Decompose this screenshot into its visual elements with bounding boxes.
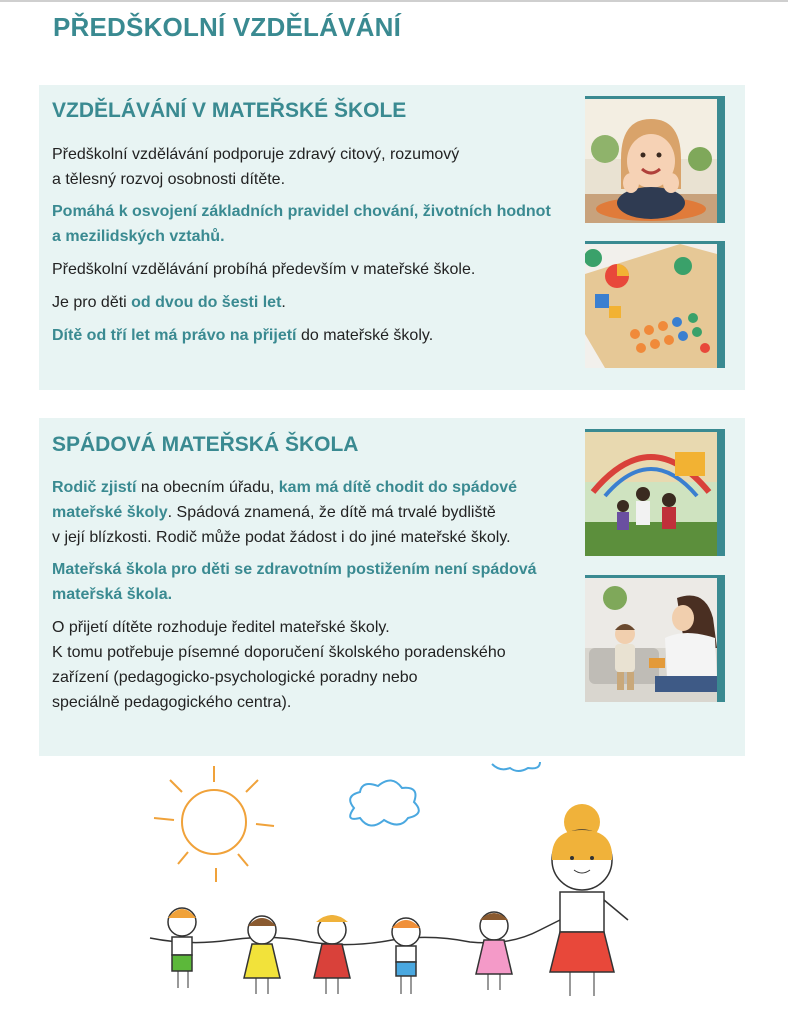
paragraph-where: Předškolní vzdělávání probíhá především v mateřské škole. [52,261,476,278]
child-figure [392,918,420,994]
text-fragment: Je pro děti [52,294,132,311]
child-figure [168,908,196,988]
text-line: O přijetí dítěte rozhoduje ředitel mateřské školy. [52,619,390,636]
paragraph-age [52,290,572,315]
section-catchment-kindergarten [39,418,745,756]
paragraph-development [52,142,572,192]
section-title: SPÁDOVÁ MATEŘSKÁ ŠKOLA [52,433,359,456]
text-fragment: do mateřské školy. [296,327,434,344]
text-highlight: mateřské školy [52,504,168,521]
photo-wooden-toys [585,241,725,368]
text-line: a mezilidských vztahů. [52,228,225,245]
paragraph-admission [52,615,572,715]
top-border [0,0,788,2]
text-highlight: od dvou do šesti let [131,294,282,311]
text-line: Pomáhá k osvojení základních pravidel chování, životních hodnot [52,203,551,220]
text-line: Předškolní vzdělávání podporuje zdravý citový, rozumový [52,146,460,163]
text-line: speciálně pedagogického centra). [52,694,292,711]
text-line: zařízení (pedagogicko-psychologické poradny nebo [52,669,418,686]
photo-counseling [585,575,725,702]
paragraph-catchment [52,475,572,550]
text-line: mateřská škola. [52,586,173,603]
illustration-children-drawing [130,760,650,1010]
text-fragment: . Spádová znamená, že dítě má trvalé bydliště [167,504,496,521]
paragraph-disability [52,557,572,607]
text-fragment: na obecním úřadu, [136,479,279,496]
sun-icon [154,766,274,882]
photo-smiling-girl [585,96,725,223]
cloud-icon [350,780,419,825]
text-line: v její blízkosti. Rodič může podat žádost i do jiné mateřské školy. [52,529,511,546]
text-highlight: Rodič zjistí [52,479,137,496]
text-line: Mateřská škola pro děti se zdravotním postižením není spádová [52,561,537,578]
child-figure [476,912,512,990]
section-title: VZDĚLÁVÁNÍ V MATEŘSKÉ ŠKOLE [52,99,407,122]
page-title: PŘEDŠKOLNÍ VZDĚLÁVÁNÍ [53,12,402,42]
paragraph-right [52,323,572,348]
text-line: K tomu potřebuje písemné doporučení školského poradenského [52,644,506,661]
text-line: a tělesný rozvoj osobnosti dítěte. [52,171,286,188]
child-figure [244,916,280,994]
teacher-figure [550,804,628,996]
text-highlight: kam má dítě chodit do spádové [278,479,518,496]
section-kindergarten-education [39,85,745,390]
photo-playground [585,429,725,556]
text-highlight: Dítě od tří let má právo na přijetí [52,327,297,344]
cloud-icon [492,762,540,771]
child-figure [314,915,350,994]
text-fragment: . [281,294,286,311]
paragraph-values [52,199,572,249]
